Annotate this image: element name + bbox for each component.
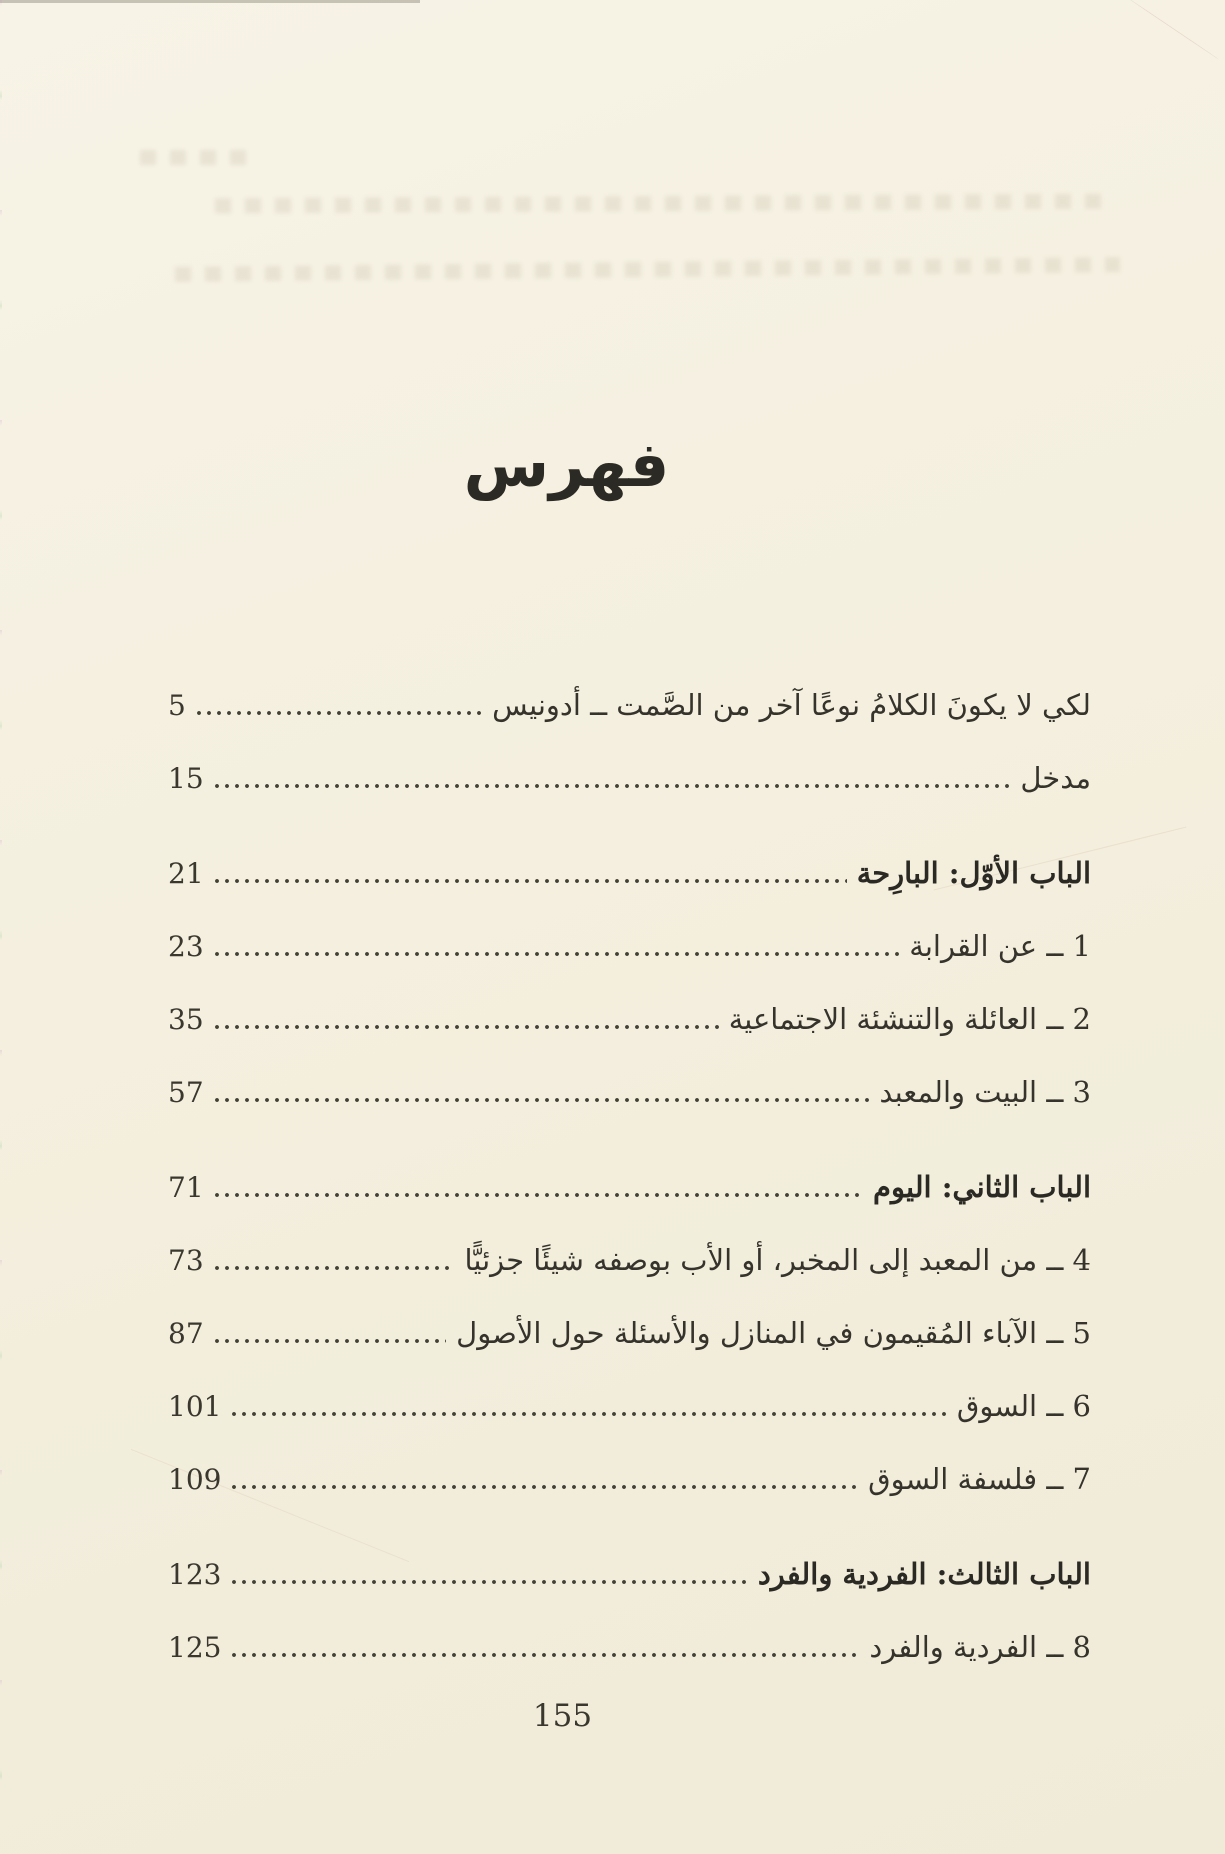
- toc-dotted-leader: [229, 1484, 858, 1490]
- toc-entry: [168, 996, 1091, 1043]
- toc-dotted-leader: [229, 1579, 747, 1585]
- toc-entry-page-number: 57: [168, 1076, 204, 1109]
- toc-entry: [168, 1310, 1091, 1357]
- bleed-through-text: [175, 257, 1120, 282]
- toc-dotted-leader: [212, 878, 847, 884]
- toc-entry-page-number: 101: [168, 1390, 222, 1423]
- toc-entry: [168, 1551, 1091, 1598]
- toc-dotted-leader: [229, 1411, 946, 1417]
- toc-entry-page-number: 109: [168, 1463, 222, 1496]
- toc-entry-page-number: 125: [168, 1631, 222, 1664]
- toc-entry-page-number: 123: [168, 1558, 222, 1591]
- toc-entry-title: الباب الأوّل: البارِحة: [856, 856, 1091, 890]
- toc-entry: [168, 755, 1091, 802]
- toc-entry-title: 5 ــ الآباء المُقيمون في المنازل والأسئلة حول الأصول: [456, 1316, 1091, 1350]
- toc-entry-title: 7 ــ فلسفة السوق: [868, 1462, 1091, 1496]
- toc-entry-page-number: 87: [168, 1317, 204, 1350]
- toc-entry: [168, 1069, 1091, 1116]
- folio-page-number: 155: [532, 1698, 593, 1734]
- scan-edge-shadow: [0, 0, 420, 3]
- toc-entry-title: مدخل: [1020, 761, 1091, 795]
- toc-entry-page-number: 35: [168, 1003, 204, 1036]
- toc-entry-title: 3 ــ البيت والمعبد: [879, 1075, 1091, 1109]
- toc-entry: [168, 1237, 1091, 1284]
- page-title: فهرس: [463, 428, 670, 501]
- toc-dotted-leader: [194, 710, 482, 716]
- toc-dotted-leader: [212, 951, 900, 957]
- toc-entry: [168, 1383, 1091, 1430]
- scan-edge-noise: [0, 0, 2, 1854]
- toc-entry-page-number: 5: [168, 689, 186, 722]
- toc-entry-title: الباب الثالث: الفردية والفرد: [757, 1557, 1091, 1591]
- toc-entry-page-number: 21: [168, 857, 204, 890]
- toc-entry-page-number: 71: [168, 1171, 204, 1204]
- toc-dotted-leader: [229, 1652, 859, 1658]
- toc-dotted-leader: [212, 1338, 447, 1344]
- toc-entry: [168, 1164, 1091, 1211]
- toc-entry-title: لكي لا يكونَ الكلامُ نوعًا آخر من الصَّمت ــ أدونيس: [492, 688, 1091, 722]
- toc-list: [168, 682, 1091, 1671]
- toc-entry: [168, 682, 1091, 729]
- paper-crease: [1127, 0, 1219, 60]
- toc-dotted-leader: [212, 1024, 719, 1030]
- bleed-through-text: [140, 150, 260, 165]
- toc-entry-page-number: 73: [168, 1244, 204, 1277]
- toc-entry: [168, 1456, 1091, 1503]
- toc-entry-title: 2 ــ العائلة والتنشئة الاجتماعية: [728, 1002, 1091, 1036]
- toc-entry-page-number: 15: [168, 762, 204, 795]
- bleed-through-text: [215, 194, 1110, 214]
- toc-dotted-leader: [212, 1192, 863, 1198]
- toc-entry: [168, 923, 1091, 970]
- toc-entry-title: 1 ــ عن القرابة: [909, 929, 1091, 963]
- toc-entry: [168, 1624, 1091, 1671]
- toc-entry-title: 8 ــ الفردية والفرد: [869, 1630, 1091, 1664]
- toc-dotted-leader: [212, 783, 1011, 789]
- toc-dotted-leader: [212, 1097, 870, 1103]
- toc-entry: [168, 850, 1091, 897]
- toc-entry-title: الباب الثاني: اليوم: [873, 1170, 1091, 1204]
- toc-entry-page-number: 23: [168, 930, 204, 963]
- toc-entry-title: 6 ــ السوق: [956, 1389, 1091, 1423]
- toc-dotted-leader: [212, 1265, 455, 1271]
- toc-entry-title: 4 ــ من المعبد إلى المخبر، أو الأب بوصفه شيئًا جزئيًّا: [464, 1243, 1091, 1277]
